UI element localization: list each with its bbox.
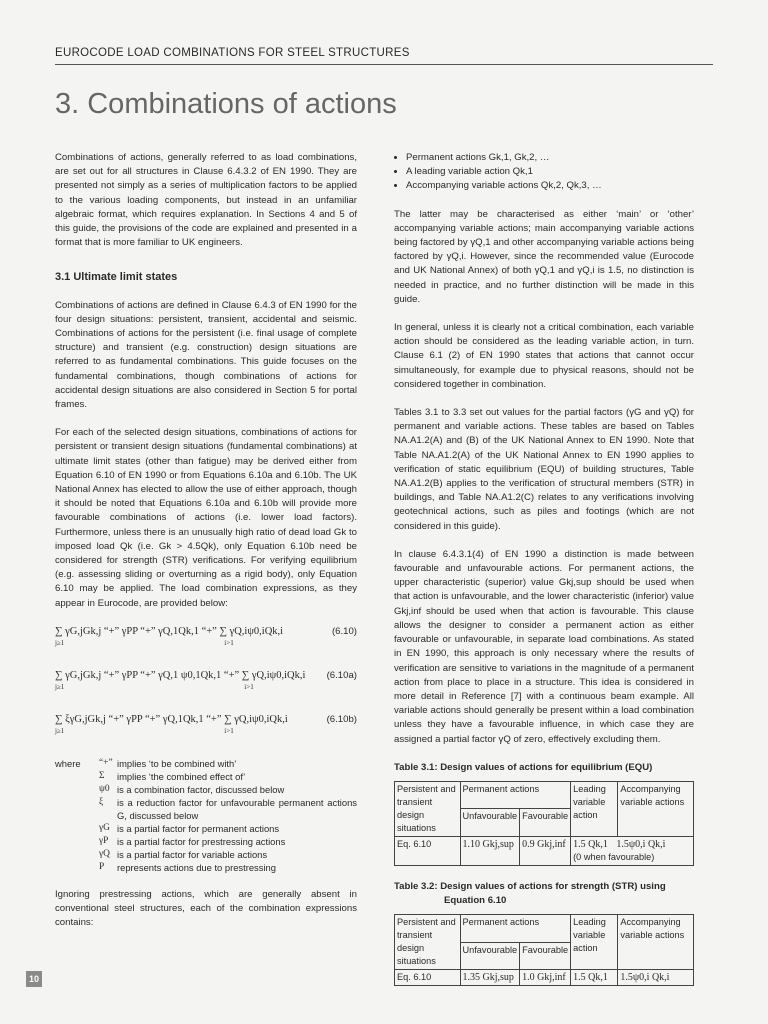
paragraph: Ignoring prestressing actions, which are generally absent in conventional steel structures, each of the combination expressions contains: (55, 888, 357, 929)
list-item: • A leading variable action Qk,1 (406, 165, 694, 179)
equation-number: (6.10) (331, 625, 357, 637)
left-column (55, 151, 357, 945)
paragraph: Tables 3.1 to 3.3 set out values for the partial factors (γG and γQ) for permanent and variable actions. These tables are based on Tables NA.A1.2(A) and (B) of the UK National Annex to EN 1990. Note that Table NA.A1.2(A) of the UK National Annex to EN 1990 applies to verification of static equilibrium (EQU) of building structures, Table NA.A1.2(B) applies to the verification of structural members (STR) in buildings, and Table NA.A1.2(C) relates to any verifications involving geotechnical actions, such as piles and footings (which are not considered in this guide). (394, 407, 694, 532)
symbol: P (99, 861, 105, 872)
where-label: where (55, 757, 81, 769)
definition: is a partial factor for variable actions (117, 848, 268, 860)
table-header-cell: Favourable (520, 942, 571, 970)
table-header-cell: Unfavourable (460, 809, 520, 837)
table-cell: Eq. 6.10 (395, 970, 461, 986)
list-item: • Permanent actions Gk,1, Gk,2, … (406, 151, 694, 165)
definition: represents actions due to prestressing (117, 861, 276, 873)
definition: is a partial factor for permanent actions (117, 822, 280, 834)
table-header-cell: Persistent and transient design situations (395, 915, 461, 970)
symbol: ψ0 (99, 783, 110, 794)
table-row (395, 836, 694, 865)
intro-paragraph: Combinations of actions, generally referred to as load combinations, are set out for all structures in Clause 6.4.3.2 of EN 1990. They are presented not simply as a series of multiplication factors to be applied to the various loading components, but instead in an unfamiliar algebraic format, which requires explanation. In Sections 4 and 5 of this guide, the provisions of the code are explained and presented in a format that is more familiar to UK engineers. (55, 152, 357, 249)
table-header-cell: Favourable (520, 809, 571, 837)
definition: is a reduction factor for unfavourable permanent actions G, discussed below (117, 796, 357, 821)
symbol: “+” (99, 757, 113, 768)
table-cell: Eq. 6.10 (395, 836, 461, 865)
table-header-cell: Permanent actions (460, 781, 571, 809)
table-caption: Table 3.1: Design values of actions for equilibrium (EQU) (394, 761, 653, 773)
paragraph: The latter may be characterised as either ‘main’ or ‘other’ accompanying variable actions; main accompanying variable actions being factored by γQ,1 and other accompanying variable actions being factored by γQ,i. However, since the recommended value (Eurocode and UK National Annex) of both γQ,1 and γQ,i is 1.5, no distinction is needed in practice, and no further distinction will be made in this guide. (394, 208, 694, 305)
symbol-definitions (55, 757, 357, 874)
page-number: 10 (26, 971, 42, 987)
equation-6-10: ∑ γG,jGk,j “+” γPP “+” γQ,1Qk,1 “+” ∑ γQ,iψ0,iQk,i j≥1 i>1 (6.10) (55, 625, 357, 648)
table-equ (394, 781, 694, 866)
equations (55, 625, 357, 757)
table-cell: 1.5ψ0,i Qk,i (618, 970, 694, 986)
running-header: EUROCODE LOAD COMBINATIONS FOR STEEL STRUCTURES (55, 47, 410, 59)
list-item: • Accompanying variable actions Qk,2, Qk,3, … (406, 179, 694, 193)
table-header-cell: Permanent actions (460, 915, 571, 943)
symbol: γG (99, 822, 110, 833)
page-title: 3. Combinations of actions (55, 88, 397, 120)
equation-expression: ∑ γG,jGk,j “+” γPP “+” γQ,1Qk,1 “+” ∑ γQ,iψ0,iQk,i (55, 625, 284, 637)
table-cell: 1.5 Qk,1 1.5ψ0,i Qk,i (0 when favourable) (571, 836, 694, 865)
right-column (394, 151, 694, 1000)
definition: implies ‘the combined effect of’ (117, 770, 246, 782)
equation-6-10b: ∑ ξγG,jGk,j “+” γPP “+” γQ,1Qk,1 “+” ∑ γQ,iψ0,iQk,i j≥1 i>1 (6.10b) (55, 713, 357, 736)
table-cell: 1.35 Gkj,sup (460, 970, 520, 986)
equation-expression: ∑ ξγG,jGk,j “+” γPP “+” γQ,1Qk,1 “+” ∑ γQ,iψ0,iQk,i (55, 713, 288, 725)
table-header-cell: Leading variable action (571, 915, 618, 970)
symbol: γQ (99, 848, 110, 859)
paragraph: In general, unless it is clearly not a critical combination, each variable action should be considered as the leading variable action, in turn. Clause 6.1 (2) of EN 1990 states that actions that cannot occur simultaneously, for example due to physical reasons, should not be considered together in combination. (394, 322, 694, 390)
symbol: ξ (99, 796, 104, 807)
table-header-cell: Unfavourable (460, 942, 520, 970)
definition: implies ‘to be combined with’ (117, 757, 237, 769)
header-rule (55, 64, 713, 65)
equation-number: (6.10b) (326, 713, 357, 725)
table-header-cell: Persistent and transient design situations (395, 781, 461, 836)
section-heading: 3.1 Ultimate limit states (55, 271, 178, 284)
definition: is a partial factor for prestressing actions (117, 835, 286, 847)
equation-expression: ∑ γG,jGk,j “+” γPP “+” γQ,1 ψ0,1Qk,1 “+” ∑ γQ,iψ0,iQk,i (55, 669, 306, 681)
symbol: γP (99, 835, 109, 846)
table-cell: 1.5 Qk,1 (571, 970, 618, 986)
definition: is a combination factor, discussed below (117, 783, 285, 795)
equation-number: (6.10a) (326, 669, 357, 681)
bullet-list (394, 151, 694, 194)
equation-6-10a: ∑ γG,jGk,j “+” γPP “+” γQ,1 ψ0,1Qk,1 “+” ∑ γQ,iψ0,iQk,i j≥1 i>1 (6.10a) (55, 669, 357, 692)
table-cell: 1.0 Gkj,inf (520, 970, 571, 986)
symbol: Σ (99, 770, 105, 781)
table-row (395, 970, 694, 986)
table-header-cell: Accompanying variable actions (618, 781, 694, 836)
paragraph: Combinations of actions are defined in Clause 6.4.3 of EN 1990 for the four design situations: persistent, transient, accidental and seismic. Combinations of actions for the persistent (i.e. final usage of complete structure) and transient (e.g. construction) design situations are referred to as fundamental combinations. This guide focuses on the fundamental combinations, though combinations of actions for accidental design situations are also considered in Section 5 for portal frames. (55, 299, 357, 411)
table-caption: Table 3.2: Design values of actions for strength (STR) using Equation 6.10 (394, 880, 666, 907)
table-header-cell: Leading variable action (571, 781, 618, 836)
table-cell: 0.9 Gkj,inf (520, 836, 571, 865)
paragraph: For each of the selected design situations, combinations of actions for persistent or transient design situations (fundamental combinations) at ultimate limit states (other than fatigue) may be derived either from Equation 6.10 of EN 1990 or from Equations 6.10a and 6.10b. The UK National Annex has elected to allow the use of either approach, though it should be noted that Equations 6.10a and 6.10b will provide more favourable combinations of actions (i.e. lower load factors). Furthermore, unless there is an unusually high ratio of dead load Gk to imposed load Qk (i.e. Gk > 4.5Qk), only Equation 6.10b need be considered for strength (STR) verifications. For verifying equilibrium (e.g. assessing sliding or overturning as a rigid body), only Equation 6.10 may be applied. The load combination expressions, as they appear in Eurocode, are provided below: (55, 427, 357, 609)
table-cell: 1.10 Gkj,sup (460, 836, 520, 865)
paragraph: In clause 6.4.3.1(4) of EN 1990 a distinction is made between favourable and unfavourable actions. For permanent actions, the upper characteristic (superior) value Gkj,sup should be used when that action is unfavourable, and the lower characteristic (inferior) value Gkj,inf should be used when that action is favourable. This clause allows the designer to consider a permanent action as either favourable or unfavourable, in separate load combinations. As stated in EN 1990, this approach is only necessary where the results of verification are sensitive to variations in the magnitude of a permanent action from place to place in a structure. This idea is considered in more detail in Reference [7] with a continuous beam example. All variable actions should generally be present within a load combination unless they have a favourable influence, in which case they are assigned a partial factor γQ of zero, effectively excluding them. (394, 548, 694, 745)
table-header-cell: Accompanying variable actions (618, 915, 694, 970)
table-str (394, 914, 694, 986)
